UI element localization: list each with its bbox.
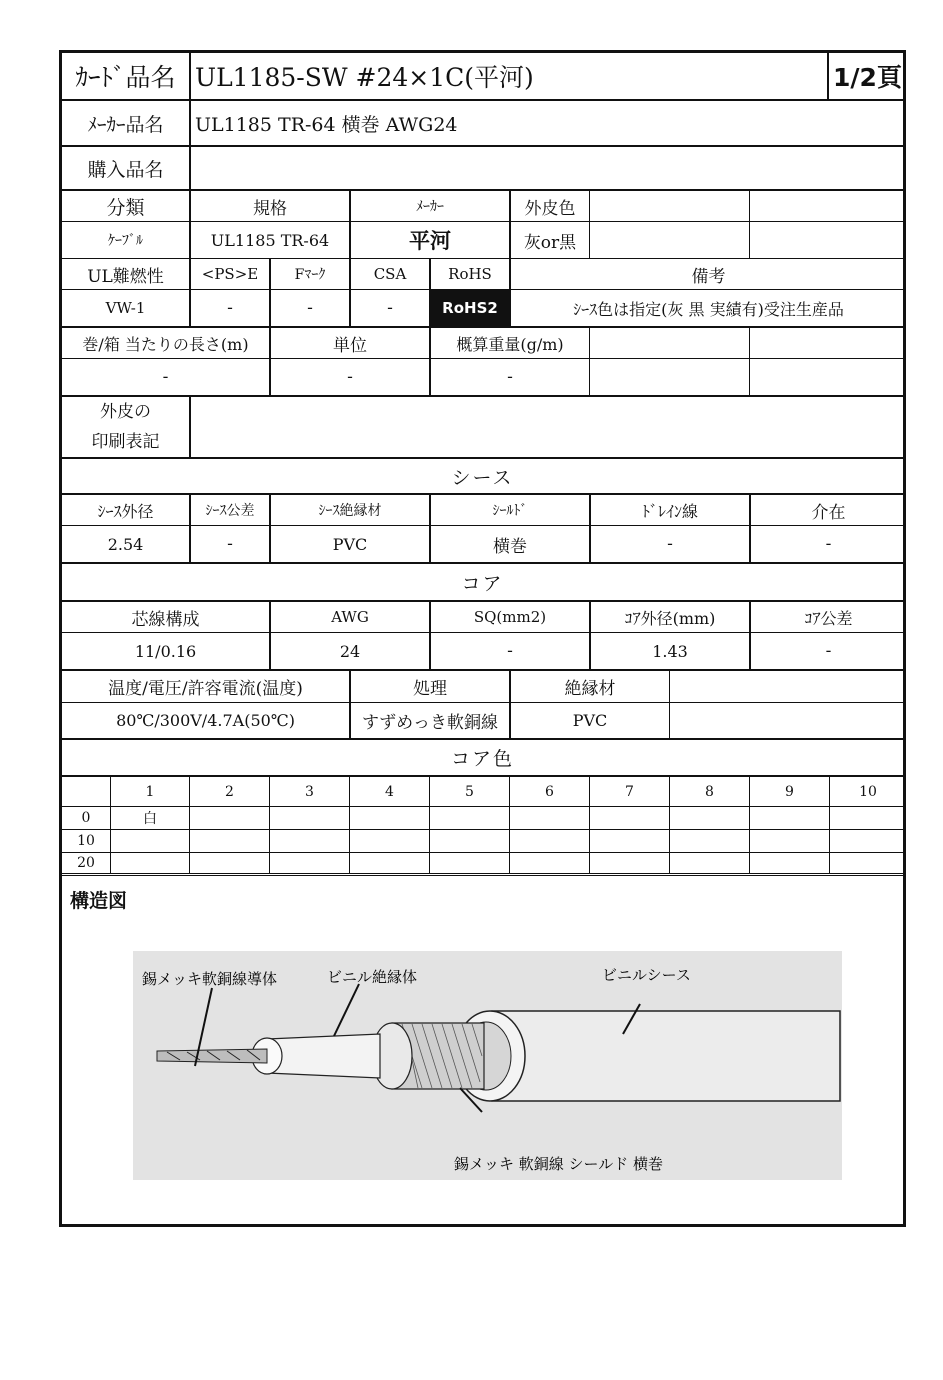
core-color-column-header: 2 (189, 777, 269, 806)
print-value (189, 397, 906, 457)
core-color-cell (110, 830, 189, 852)
core-color-cell (110, 853, 189, 873)
length-header: 巻/箱 当たりの長さ(m) (82, 334, 249, 354)
core-color-row-label: 20 (77, 855, 95, 871)
insulation-label: ビニル絶縁体 (327, 968, 418, 986)
core-color-column-header: 9 (749, 777, 829, 806)
core-color-row-label: 0 (81, 810, 91, 826)
classification-header-row (62, 191, 903, 222)
core-color-cell (509, 807, 589, 829)
header-row (62, 53, 903, 101)
rating-header: 温度/電圧/許容電流(温度) (108, 679, 303, 699)
core-color-cell (349, 830, 429, 852)
core-color-cell (749, 807, 829, 829)
core-color-row-label: 10 (77, 833, 95, 849)
core-color-cell (429, 807, 509, 829)
core-color-cell (829, 830, 906, 852)
treatment-header: 処理 (349, 671, 509, 702)
sheath-tolerance-header: ｼｰｽ公差 (189, 495, 269, 525)
core-color-cell (189, 830, 269, 852)
csa-header: CSA (349, 259, 429, 289)
blank-header-2 (749, 191, 906, 221)
core-color-cell (589, 807, 669, 829)
shield-value: 横巻 (429, 526, 589, 562)
core-color-cell (829, 853, 906, 873)
packaging-blank-header-2 (749, 328, 906, 358)
weight-value: - (429, 359, 589, 395)
core-color-cell (749, 830, 829, 852)
purchase-name-row (62, 147, 903, 191)
core-color-cell (349, 807, 429, 829)
packaging-header-row (62, 328, 903, 359)
rating-header-row (62, 671, 903, 703)
class-header: 分類 (106, 196, 145, 219)
flame-value: VW-1 (105, 299, 146, 317)
sheath-material-header: ｼｰｽ絶縁材 (269, 495, 429, 525)
remarks-value: ｼｰｽ色は指定(灰 黒 実績有)受注生産品 (509, 290, 906, 326)
sheath-material-value: PVC (269, 526, 429, 562)
packaging-value-row (62, 359, 903, 397)
core-color-cell (669, 807, 749, 829)
core-color-row-0 (62, 807, 903, 830)
rating-value-row (62, 703, 903, 740)
core-color-cell (829, 807, 906, 829)
standard-value: UL1185 TR-64 (189, 222, 349, 258)
core-header-row (62, 602, 903, 633)
core-color-cell (509, 830, 589, 852)
rohs-header: RoHS (429, 259, 509, 289)
insulation-body (267, 1034, 380, 1078)
core-color-cell (349, 853, 429, 873)
core-color-cell (189, 807, 269, 829)
insulation-header: 絶縁材 (509, 671, 669, 702)
unit-header: 単位 (269, 328, 429, 358)
core-color-cell (589, 830, 669, 852)
core-color-column-header: 5 (429, 777, 509, 806)
unit-value: - (269, 359, 429, 395)
length-value: - (162, 367, 169, 387)
blank-header-1 (589, 191, 749, 221)
card-name-label: ｶｰﾄﾞ品名 (75, 63, 176, 92)
maker-name-value: UL1185 TR-64 横巻 AWG24 (189, 101, 906, 145)
sheath-value-row (62, 526, 903, 564)
maker-value: 平河 (349, 222, 509, 258)
core-color-cell: 白 (110, 807, 189, 829)
core-color-column-header: 1 (110, 777, 189, 806)
core-color-column-header: 7 (589, 777, 669, 806)
flame-header: UL難燃性 (87, 266, 164, 287)
pse-header: <PS>E (189, 259, 269, 289)
print-label (62, 397, 189, 457)
standards-value-row (62, 290, 903, 328)
sq-header: SQ(mm2) (429, 602, 589, 632)
core-value-row (62, 633, 903, 671)
core-tolerance-value: - (749, 633, 906, 669)
cable-structure-diagram (62, 876, 903, 1216)
core-color-cell (429, 853, 509, 873)
rating-value: 80℃/300V/4.7A(50℃) (116, 711, 295, 730)
sheath-od-value: 2.54 (107, 534, 144, 554)
drain-value: - (589, 526, 749, 562)
rohs-badge: RoHS2 (429, 290, 509, 326)
core-od-value: 1.43 (589, 633, 749, 669)
sq-value: - (429, 633, 589, 669)
maker-name-row (62, 101, 903, 147)
rating-blank-value (669, 703, 906, 738)
color-header: 外皮色 (509, 191, 589, 221)
sheath-body (492, 1011, 840, 1101)
core-tolerance-header: ｺｱ公差 (749, 602, 906, 632)
awg-header: AWG (269, 602, 429, 632)
core-color-row-2 (62, 853, 903, 876)
core-color-column-header: 3 (269, 777, 349, 806)
structure-title: 構造図 (70, 890, 128, 912)
classification-value-row (62, 222, 903, 259)
f-mark-value: - (269, 290, 349, 326)
core-color-cell (509, 853, 589, 873)
insulation-value: PVC (509, 703, 669, 738)
csa-value: - (349, 290, 429, 326)
spec-card (59, 50, 906, 1227)
core-color-cell (269, 853, 349, 873)
sheath-tolerance-value: - (189, 526, 269, 562)
f-mark-header: Fﾏｰｸ (269, 259, 349, 289)
purchase-name-value (189, 147, 906, 189)
drain-header: ﾄﾞﾚｲﾝ線 (589, 495, 749, 525)
remarks-header: 備考 (509, 259, 906, 289)
class-value: ｹｰﾌﾞﾙ (108, 233, 143, 249)
filler-header: 介在 (749, 495, 906, 525)
sheath-od-header: ｼｰｽ外径 (97, 501, 154, 521)
core-color-column-header: 10 (829, 777, 906, 806)
core-color-cell (589, 853, 669, 873)
blank-value-1 (589, 222, 749, 258)
conductor-label: 錫メッキ軟銅線導体 (142, 970, 278, 988)
maker-header: ﾒｰｶｰ (349, 191, 509, 221)
treatment-value: すずめっき軟銅線 (349, 703, 509, 738)
pse-value: - (189, 290, 269, 326)
rating-blank-header (669, 671, 906, 702)
core-color-corner (62, 777, 110, 806)
filler-value: - (749, 526, 906, 562)
standard-header: 規格 (189, 191, 349, 221)
print-label-line1: 外皮の (100, 402, 151, 422)
core-color-cell (269, 807, 349, 829)
core-color-cell (669, 830, 749, 852)
awg-value: 24 (269, 633, 429, 669)
print-label-line2: 印刷表記 (91, 432, 160, 452)
color-value: 灰or黒 (509, 222, 589, 258)
sheath-header-row (62, 495, 903, 526)
conductor-construction-header: 芯線構成 (131, 609, 200, 630)
packaging-blank-value-1 (589, 359, 749, 395)
core-color-cell (269, 830, 349, 852)
core-color-column-header: 4 (349, 777, 429, 806)
structure-panel (62, 876, 903, 1224)
maker-name-label: ﾒｰｶｰ品名 (87, 113, 164, 136)
sheath-label: ビニルシース (602, 966, 691, 984)
core-color-header-row (62, 777, 903, 807)
core-section-title: コア (62, 564, 903, 602)
shield-header: ｼｰﾙﾄﾞ (429, 495, 589, 525)
sheath-section-title: シース (62, 459, 903, 495)
card-name-value: UL1185-SW #24×1C(平河) (189, 53, 827, 99)
core-color-column-header: 6 (509, 777, 589, 806)
weight-header: 概算重量(g/m) (429, 328, 589, 358)
packaging-blank-header-1 (589, 328, 749, 358)
blank-value-2 (749, 222, 906, 258)
conductor-construction-value: 11/0.16 (134, 641, 197, 661)
core-color-cell (429, 830, 509, 852)
core-color-cell (189, 853, 269, 873)
core-color-column-header: 8 (669, 777, 749, 806)
page-number: 1/2頁 (827, 53, 906, 99)
core-color-cell (669, 853, 749, 873)
core-od-header: ｺｱ外径(mm) (589, 602, 749, 632)
core-color-cell (749, 853, 829, 873)
shield-label: 錫メッキ 軟銅線 シールド 横巻 (454, 1155, 664, 1173)
print-row (62, 397, 903, 459)
core-color-section-title: コア色 (62, 740, 903, 777)
packaging-blank-value-2 (749, 359, 906, 395)
core-color-row-1 (62, 830, 903, 853)
standards-header-row (62, 259, 903, 290)
purchase-name-label: 購入品名 (87, 158, 164, 181)
